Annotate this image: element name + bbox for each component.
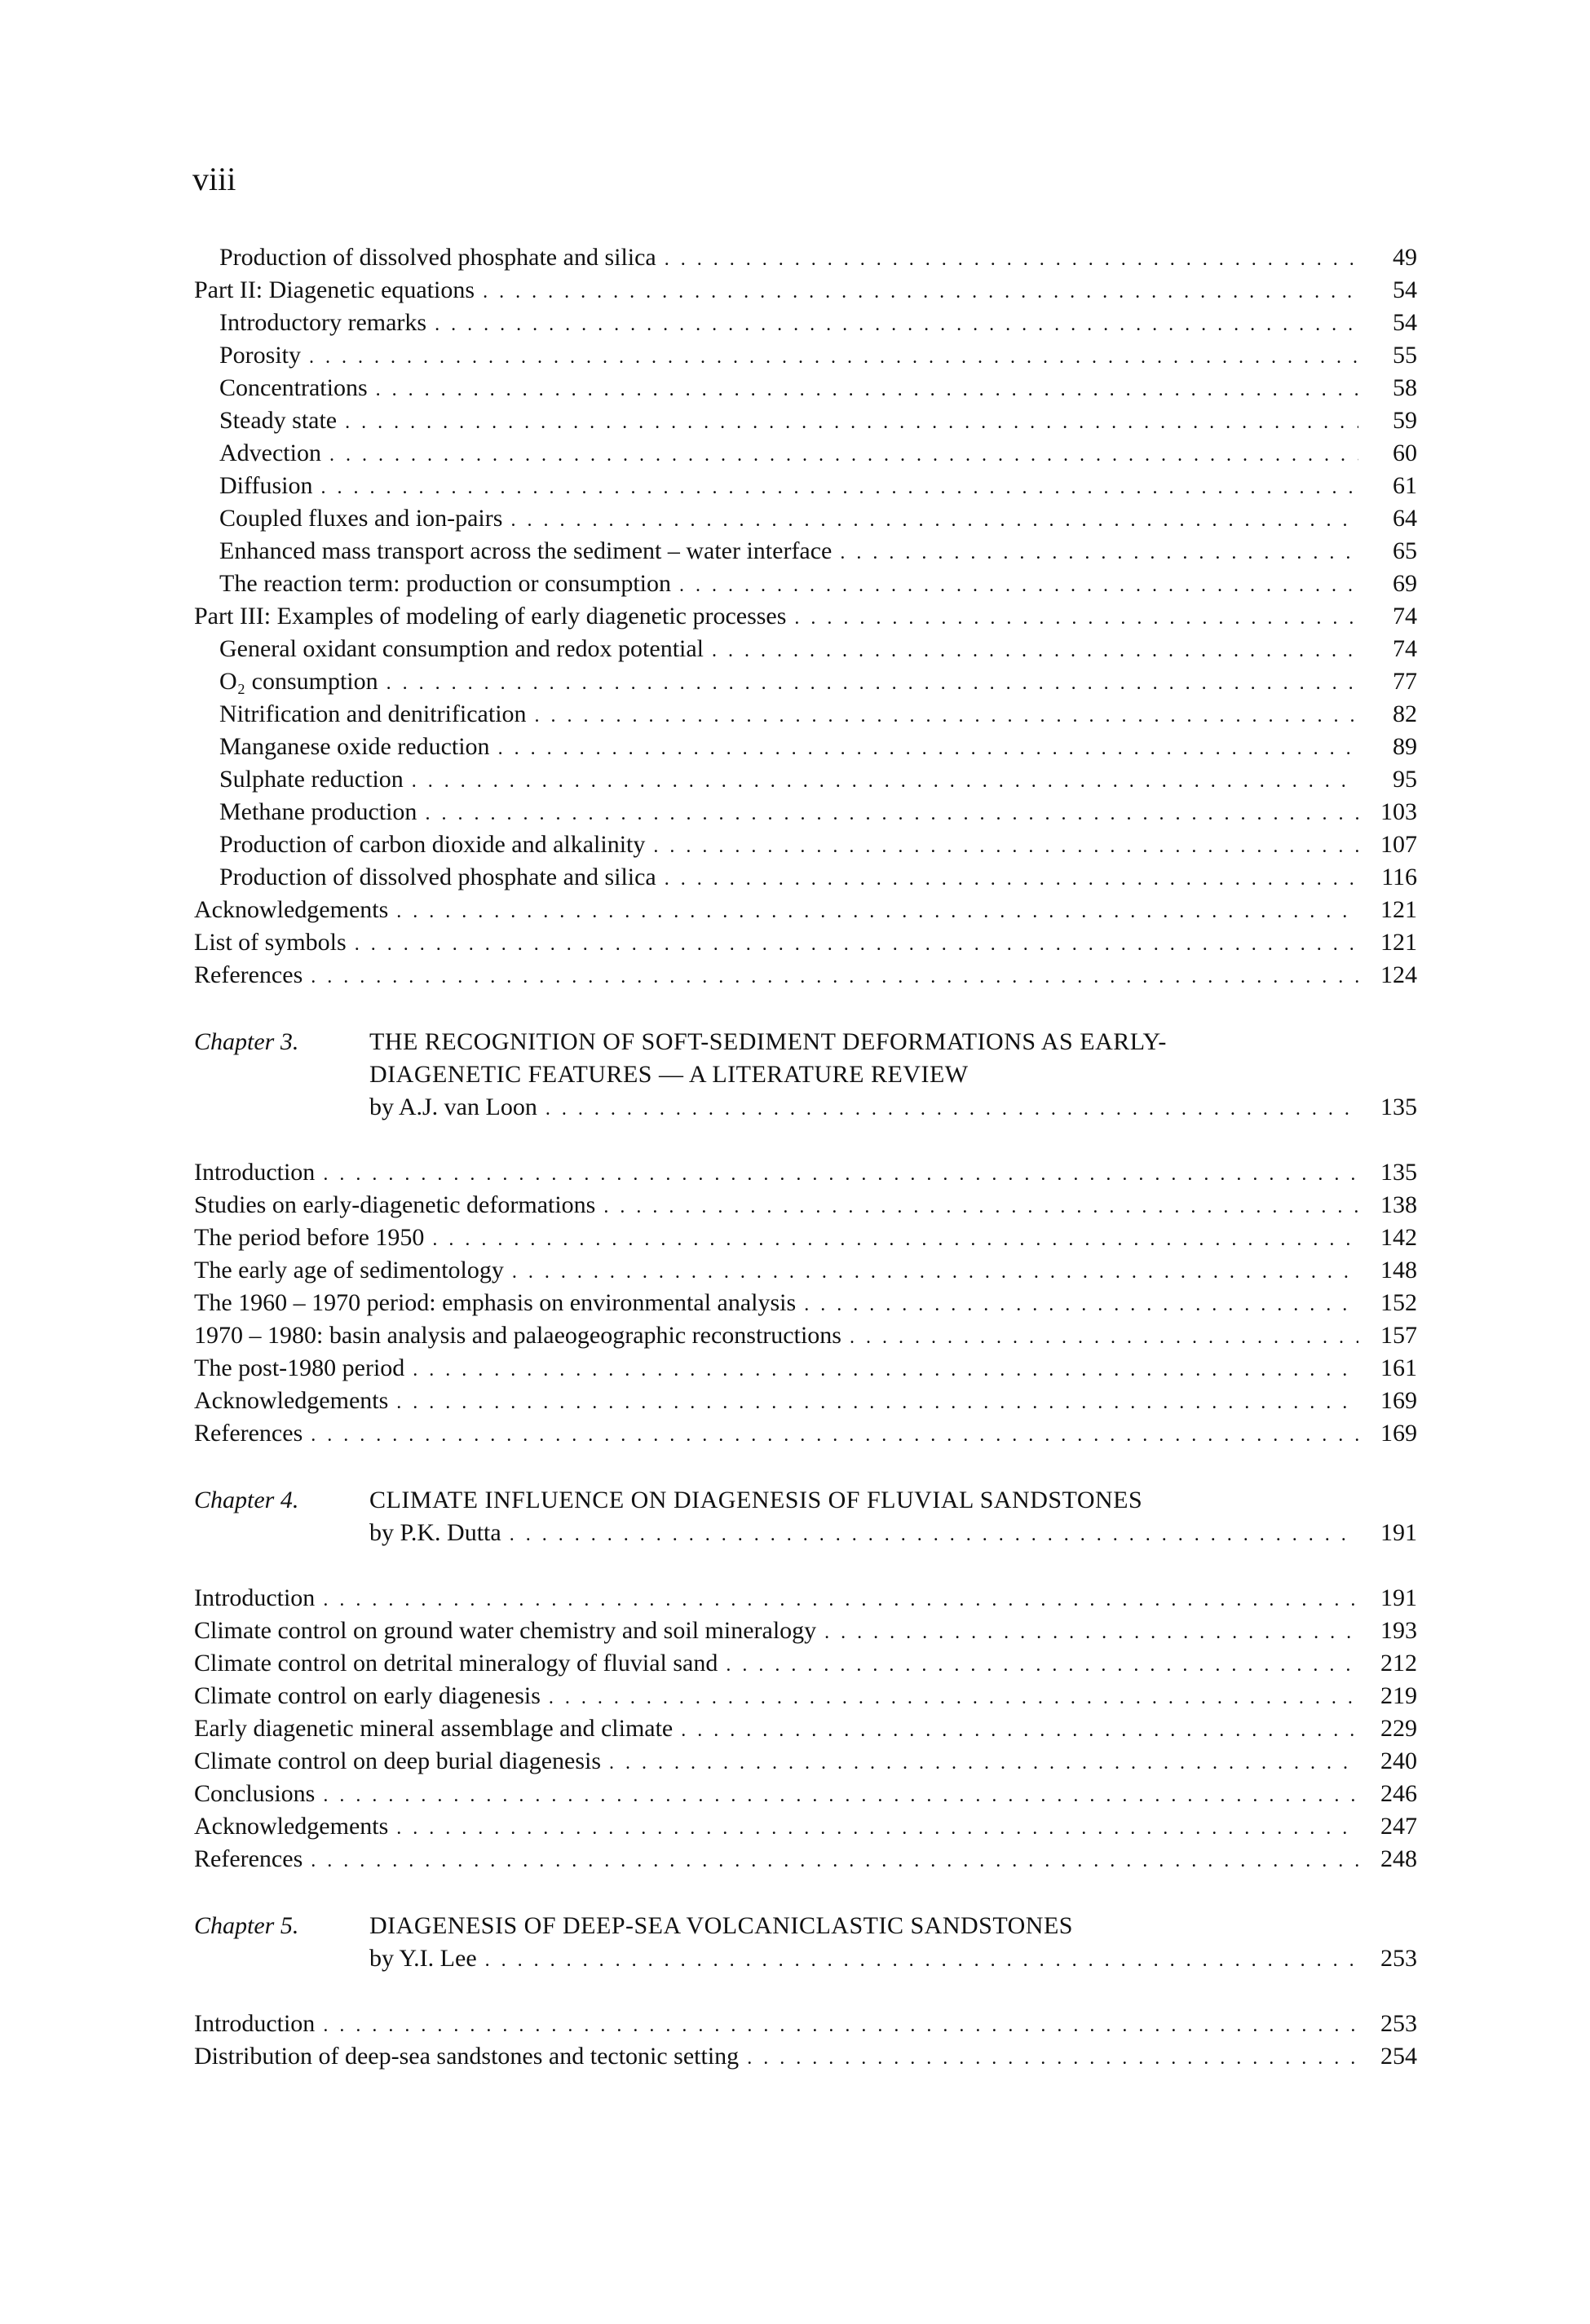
toc-entry-title: List of symbols: [194, 929, 347, 956]
toc-entry-title: Conclusions: [194, 1780, 316, 1807]
toc-entry-title: Climate control on ground water chemistry and soil mineralogy: [194, 1617, 817, 1644]
toc-entry-page: 59: [1393, 407, 1417, 434]
leader-dots: [323, 1158, 1358, 1191]
toc-entry-title: Acknowledgements: [194, 896, 389, 923]
toc-entry-page: 169: [1380, 1387, 1417, 1414]
toc-entry-page: 55: [1393, 342, 1417, 369]
leader-dots: [432, 1223, 1358, 1256]
leader-dots: [413, 1354, 1358, 1386]
leader-dots: [386, 667, 1358, 700]
toc-entry: [194, 926, 1417, 959]
toc-entry-title: Introduction: [194, 1159, 316, 1186]
leader-dots: [665, 243, 1358, 276]
toc-entry-title: Manganese oxide reduction: [219, 733, 490, 760]
toc-entry: [194, 1385, 1417, 1417]
leader-dots: [412, 765, 1358, 797]
toc-entry: [194, 1417, 1417, 1450]
page-number: viii: [192, 161, 236, 197]
toc-entry: [194, 828, 1417, 861]
toc-entry-title: Early diagenetic mineral assemblage and climate: [194, 1715, 674, 1742]
toc-entry: [194, 861, 1417, 894]
chapter-4-label: Chapter 4.: [194, 1487, 299, 1513]
chapter-4: [194, 1484, 1417, 1549]
toc-entry-page: 121: [1380, 896, 1417, 923]
toc-entry: [194, 1615, 1417, 1647]
toc-entry-page: 191: [1380, 1584, 1417, 1611]
toc-entry-title: Introduction: [194, 1584, 316, 1611]
toc-entry-title: Introductory remarks: [219, 309, 427, 336]
leader-dots: [535, 700, 1358, 732]
toc-entry-title: Concentrations: [219, 374, 368, 401]
toc-entry: [194, 535, 1417, 568]
toc-entry-title: The 1960 – 1970 period: emphasis on environmental analysis: [194, 1289, 797, 1316]
leader-dots: [824, 1616, 1358, 1649]
leader-dots: [396, 1386, 1358, 1419]
toc-entry-title: General oxidant consumption and redox potential: [219, 635, 704, 662]
toc-entry-page: 65: [1393, 537, 1417, 564]
toc-entry-title: References: [194, 961, 303, 988]
toc-entry-page: 157: [1380, 1322, 1417, 1349]
toc-entry: [194, 600, 1417, 633]
toc-entry-title: Diffusion: [219, 472, 313, 499]
leader-dots: [329, 439, 1358, 471]
toc-entry-page: 138: [1380, 1191, 1417, 1218]
toc-entry-page: 212: [1380, 1650, 1417, 1677]
toc-entry-title: Steady state: [219, 407, 338, 434]
toc-entry-page: 82: [1393, 700, 1417, 727]
leader-dots: [485, 1944, 1358, 1977]
leader-dots: [510, 504, 1358, 537]
chapter-3-title-line-1: THE RECOGNITION OF SOFT-SEDIMENT DEFORMATIONS AS EARLY-: [369, 1028, 1167, 1055]
toc-entry-page: 95: [1393, 766, 1417, 793]
toc-entry-page: 142: [1380, 1224, 1417, 1251]
chapter-4-heading: [194, 1484, 1417, 1517]
toc-entry-title: References: [194, 1845, 303, 1872]
leader-dots: [665, 863, 1358, 895]
toc-entry-page: 54: [1393, 309, 1417, 336]
toc-entry-page: 124: [1380, 961, 1417, 988]
toc-entry-page: 229: [1380, 1715, 1417, 1742]
chapter-5-author-row: [194, 1942, 1417, 1975]
leader-dots: [545, 1093, 1358, 1125]
toc-entry-page: 121: [1380, 929, 1417, 956]
toc-entry: [194, 1843, 1417, 1876]
chapter-4-entries: [194, 1582, 1417, 1876]
toc-entry: [194, 1810, 1417, 1843]
toc-entry-title: The period before 1950: [194, 1224, 425, 1251]
leader-dots: [726, 1649, 1358, 1681]
chapter-5: [194, 1910, 1417, 1975]
leader-dots: [376, 373, 1358, 406]
toc-entry: [194, 1254, 1417, 1287]
toc-entry: [194, 274, 1417, 307]
toc-entry-title: The reaction term: production or consumption: [219, 570, 672, 597]
toc-entry-page: 116: [1381, 864, 1417, 890]
toc-section-part-ii-iii: [194, 241, 1417, 992]
leader-dots: [498, 732, 1358, 765]
leader-dots: [653, 830, 1358, 863]
leader-dots: [311, 1419, 1358, 1451]
chapter-5-entries: [194, 2008, 1417, 2073]
leader-dots: [435, 308, 1358, 341]
leader-dots: [311, 961, 1358, 993]
toc-entry: [194, 1189, 1417, 1222]
toc-entry-title: O₂ consumption: [219, 668, 378, 695]
toc-entry-page: 74: [1393, 635, 1417, 662]
toc-entry: [194, 1156, 1417, 1189]
chapter-5-title: DIAGENESIS OF DEEP-SEA VOLCANICLASTIC SANDSTONES: [369, 1912, 1073, 1939]
leader-dots: [483, 276, 1358, 308]
leader-dots: [396, 895, 1358, 928]
chapter-5-author: by Y.I. Lee: [369, 1945, 477, 1972]
chapter-3-label: Chapter 3.: [194, 1028, 299, 1055]
toc-entry-page: 64: [1393, 505, 1417, 532]
toc-entry-title: Porosity: [219, 342, 302, 369]
leader-dots: [850, 1321, 1358, 1354]
toc-entry: [194, 2040, 1417, 2073]
leader-dots: [323, 1779, 1358, 1812]
toc-entry: [194, 698, 1417, 731]
toc-entry: [194, 665, 1417, 698]
toc-entry: [194, 1647, 1417, 1680]
toc-entry: [194, 339, 1417, 372]
toc-entry-title: Introduction: [194, 2010, 316, 2037]
toc-entry: [194, 1352, 1417, 1385]
toc-entry-title: 1970 – 1980: basin analysis and palaeogeographic reconstructions: [194, 1322, 841, 1349]
chapter-5-page: 253: [1380, 1945, 1417, 1972]
toc-entry: [194, 2008, 1417, 2040]
toc-entry-page: 107: [1380, 831, 1417, 858]
toc-entry-page: 54: [1393, 276, 1417, 303]
toc-entry: [194, 959, 1417, 992]
toc-entry-page: 77: [1393, 668, 1417, 695]
toc-entry-page: 246: [1380, 1780, 1417, 1807]
toc-entry-page: 152: [1380, 1289, 1417, 1316]
toc-entry: [194, 502, 1417, 535]
chapter-5-label: Chapter 5.: [194, 1912, 299, 1939]
chapter-3-author-row: [194, 1091, 1417, 1124]
toc-entry-page: 135: [1380, 1159, 1417, 1186]
toc-entry-title: Advection: [219, 440, 321, 466]
leader-dots: [396, 1812, 1358, 1845]
leader-dots: [681, 1714, 1358, 1747]
leader-dots: [609, 1747, 1358, 1779]
toc-entry-page: 69: [1393, 570, 1417, 597]
leader-dots: [309, 341, 1358, 373]
toc-entry-title: Nitrification and denitrification: [219, 700, 527, 727]
toc-entry: [194, 1778, 1417, 1810]
toc-entry: [194, 633, 1417, 665]
leader-dots: [345, 406, 1358, 439]
toc-entry-page: 240: [1380, 1747, 1417, 1774]
chapter-3-heading: [194, 1026, 1417, 1058]
toc-entry-title: Methane production: [219, 798, 417, 825]
chapter-4-author: by P.K. Dutta: [369, 1519, 501, 1546]
leader-dots: [804, 1288, 1358, 1321]
toc-entry: [194, 404, 1417, 437]
chapter-3-entries: [194, 1156, 1417, 1450]
toc-entry: [194, 372, 1417, 404]
toc-entry-page: 219: [1380, 1682, 1417, 1709]
leader-dots: [510, 1518, 1358, 1551]
toc-entry: [194, 1582, 1417, 1615]
chapter-4-title: CLIMATE INFLUENCE ON DIAGENESIS OF FLUVIAL SANDSTONES: [369, 1487, 1143, 1513]
chapter-4-author-row: [194, 1517, 1417, 1549]
toc-entry-page: 74: [1393, 603, 1417, 630]
toc-entry: [194, 1287, 1417, 1319]
chapter-5-heading: [194, 1910, 1417, 1942]
toc-entry: [194, 470, 1417, 502]
leader-dots: [603, 1191, 1358, 1223]
toc-entry-page: 103: [1380, 798, 1417, 825]
toc-entry: [194, 241, 1417, 274]
toc-entry-page: 169: [1380, 1420, 1417, 1447]
toc-entry: [194, 1745, 1417, 1778]
toc-entry-title: Acknowledgements: [194, 1387, 389, 1414]
leader-dots: [320, 471, 1358, 504]
toc-entry-title: Acknowledgements: [194, 1813, 389, 1840]
chapter-4-page: 191: [1380, 1519, 1417, 1546]
leader-dots: [794, 602, 1358, 634]
toc-entry-page: 49: [1393, 244, 1417, 271]
toc-entry-title: Part II: Diagenetic equations: [194, 276, 475, 303]
toc-entry: [194, 894, 1417, 926]
toc-entry: [194, 1712, 1417, 1745]
leader-dots: [355, 928, 1358, 961]
leader-dots: [679, 569, 1358, 602]
toc-entry: [194, 796, 1417, 828]
toc-entry: [194, 1319, 1417, 1352]
toc-entry-title: Climate control on deep burial diagenesis: [194, 1747, 602, 1774]
toc-entry-title: Sulphate reduction: [219, 766, 404, 793]
toc-entry-title: Climate control on detrital mineralogy of fluvial sand: [194, 1650, 718, 1677]
toc-entry: [194, 763, 1417, 796]
toc-entry-title: References: [194, 1420, 303, 1447]
chapter-3: [194, 1026, 1417, 1124]
toc-entry-title: Production of dissolved phosphate and silica: [219, 244, 656, 271]
toc-entry: [194, 1680, 1417, 1712]
toc-entry-page: 61: [1393, 472, 1417, 499]
toc-entry-page: 161: [1380, 1354, 1417, 1381]
toc-entry-page: 58: [1393, 374, 1417, 401]
leader-dots: [425, 797, 1358, 830]
table-of-contents: [194, 241, 1417, 2073]
leader-dots: [323, 1584, 1358, 1616]
toc-entry-page: 253: [1380, 2010, 1417, 2037]
leader-dots: [549, 1681, 1358, 1714]
leader-dots: [840, 537, 1358, 569]
chapter-3-title-line-2: DIAGENETIC FEATURES — A LITERATURE REVIEW: [369, 1061, 969, 1088]
toc-entry-page: 60: [1393, 440, 1417, 466]
chapter-3-page: 135: [1380, 1094, 1417, 1120]
leader-dots: [747, 2042, 1358, 2074]
toc-entry-page: 248: [1380, 1845, 1417, 1872]
toc-entry: [194, 1222, 1417, 1254]
toc-entry-title: Climate control on early diagenesis: [194, 1682, 541, 1709]
toc-entry-page: 254: [1380, 2043, 1417, 2070]
chapter-3-author: by A.J. van Loon: [369, 1094, 537, 1120]
toc-entry-page: 89: [1393, 733, 1417, 760]
toc-entry-title: Distribution of deep-sea sandstones and tectonic setting: [194, 2043, 740, 2070]
toc-entry-title: Coupled fluxes and ion-pairs: [219, 505, 503, 532]
toc-entry-title: Studies on early-diagenetic deformations: [194, 1191, 596, 1218]
toc-entry-title: Enhanced mass transport across the sediment – water interface: [219, 537, 833, 564]
leader-dots: [323, 2009, 1358, 2042]
toc-entry-title: Part III: Examples of modeling of early diagenetic processes: [194, 603, 787, 630]
leader-dots: [311, 1845, 1358, 1877]
leader-dots: [512, 1256, 1358, 1288]
toc-entry-title: The post-1980 period: [194, 1354, 405, 1381]
toc-entry-page: 148: [1380, 1257, 1417, 1284]
toc-entry: [194, 568, 1417, 600]
toc-entry: [194, 731, 1417, 763]
toc-entry-title: Production of carbon dioxide and alkalinity: [219, 831, 646, 858]
toc-entry: [194, 437, 1417, 470]
toc-entry-page: 247: [1380, 1813, 1417, 1840]
toc-entry-title: The early age of sedimentology: [194, 1257, 504, 1284]
toc-entry-title: Production of dissolved phosphate and silica: [219, 864, 656, 890]
toc-entry: [194, 307, 1417, 339]
leader-dots: [712, 634, 1358, 667]
toc-entry-page: 193: [1380, 1617, 1417, 1644]
